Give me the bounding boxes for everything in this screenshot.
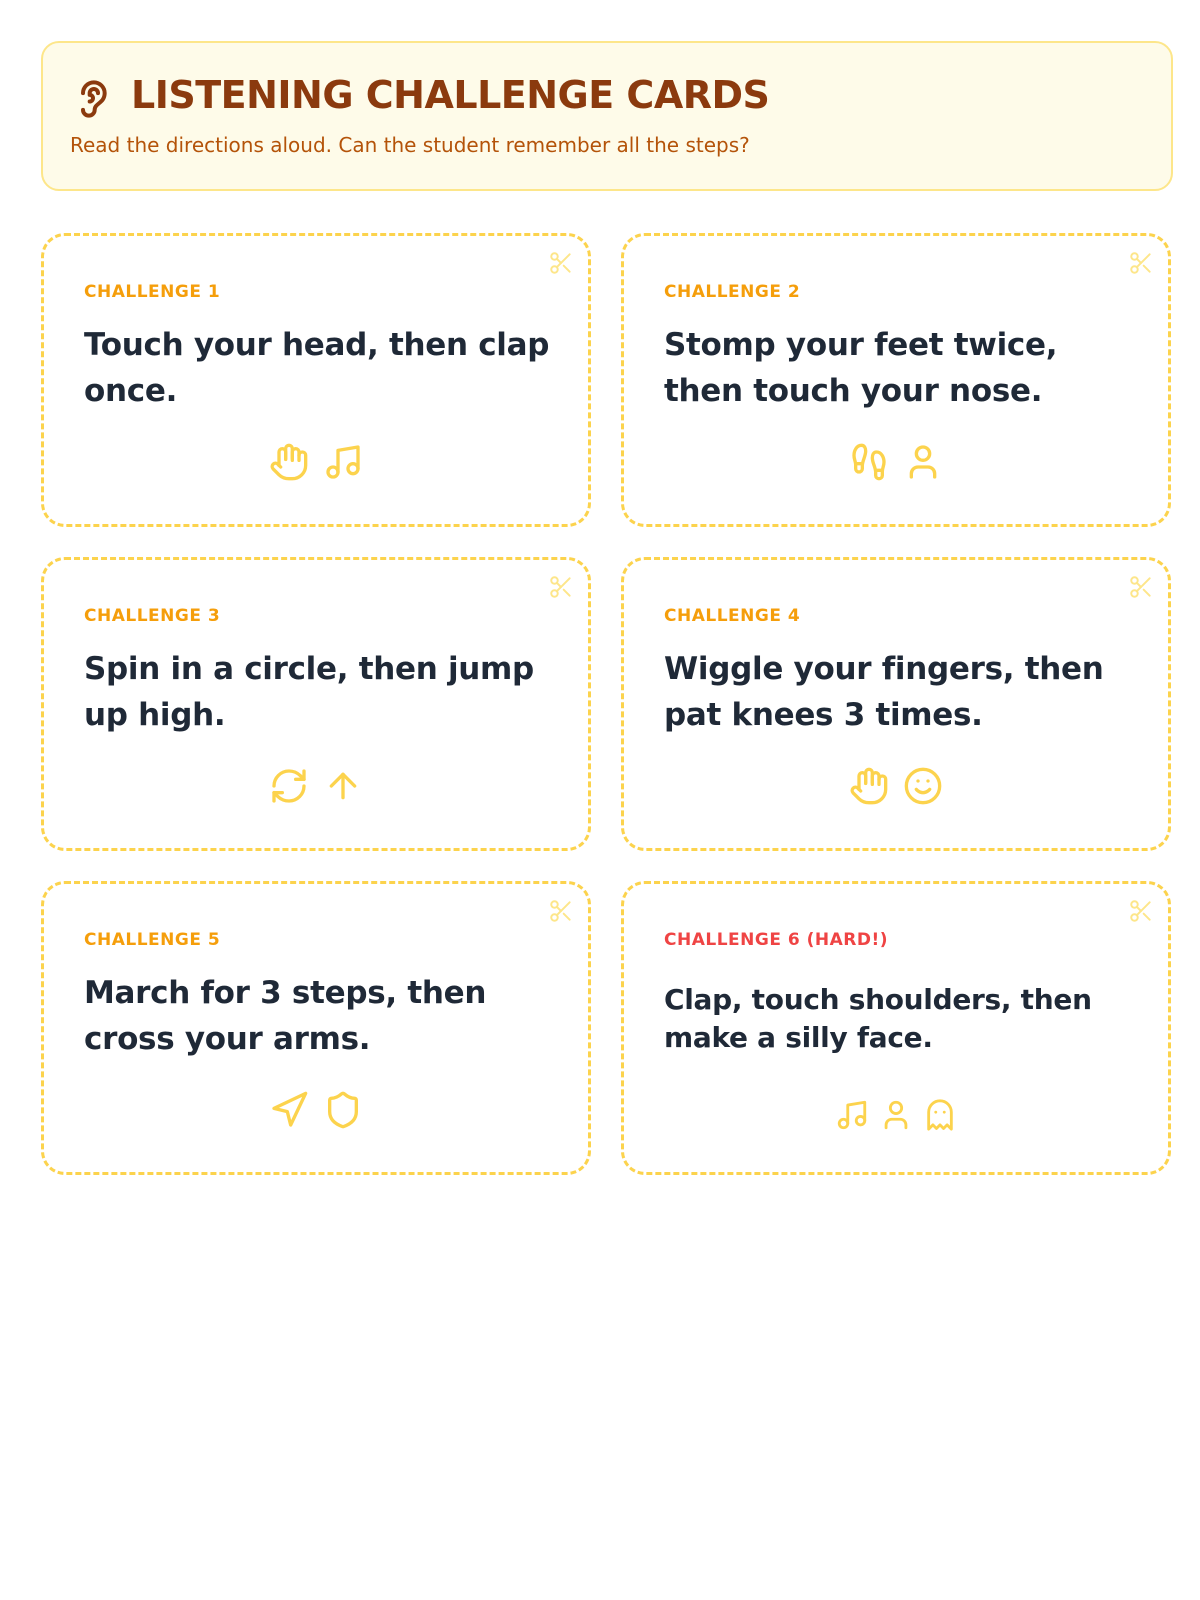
scissors-icon: [548, 574, 574, 600]
scissors-icon: [548, 250, 574, 276]
challenge-icons: [624, 766, 1168, 810]
shield-icon: [323, 1090, 363, 1130]
challenge-text: Wiggle your fingers, then pat knees 3 times.: [664, 651, 1104, 733]
challenge-text: Touch your head, then clap once.: [84, 327, 550, 409]
scissors-icon: [1128, 574, 1154, 600]
page-title: LISTENING CHALLENGE CARDS: [131, 73, 770, 117]
scissors-icon: [1128, 898, 1154, 924]
person-icon: [903, 442, 943, 482]
page-subtitle: Read the directions aloud. Can the student remember all the steps?: [70, 133, 750, 157]
challenge-label: CHALLENGE 4: [664, 606, 801, 626]
challenge-label: CHALLENGE 5: [84, 930, 221, 950]
challenge-icons: [44, 442, 588, 486]
music-icon: [835, 1098, 869, 1132]
person-icon: [879, 1098, 913, 1132]
scissors-icon: [548, 898, 574, 924]
refresh-icon: [269, 766, 309, 806]
challenge-card: [621, 233, 1171, 527]
challenge-label: CHALLENGE 6 (HARD!): [664, 930, 888, 950]
hand-icon: [269, 442, 309, 482]
challenge-label: CHALLENGE 3: [84, 606, 221, 626]
challenge-text: March for 3 steps, then cross your arms.: [84, 975, 487, 1057]
ghost-icon: [923, 1098, 957, 1132]
challenge-icons: [624, 442, 1168, 486]
header-banner: [41, 41, 1173, 191]
navigation-icon: [269, 1090, 309, 1130]
challenge-text: Stomp your feet twice, then touch your nose.: [664, 327, 1058, 409]
challenge-icons: [44, 766, 588, 810]
ear-icon: [73, 77, 113, 121]
challenge-text: Clap, touch shoulders, then make a silly face.: [664, 983, 1092, 1054]
challenge-text: Spin in a circle, then jump up high.: [84, 651, 534, 733]
scissors-icon: [1128, 250, 1154, 276]
hand-icon: [849, 766, 889, 806]
challenge-card: [621, 881, 1171, 1175]
smile-icon: [903, 766, 943, 806]
challenge-card: [41, 881, 591, 1175]
challenge-icons: [44, 1090, 588, 1134]
challenge-card: [41, 233, 591, 527]
arrow-up-icon: [323, 766, 363, 806]
challenge-card: [41, 557, 591, 851]
challenge-label: CHALLENGE 2: [664, 282, 801, 302]
challenge-label: CHALLENGE 1: [84, 282, 221, 302]
challenge-card: [621, 557, 1171, 851]
music-icon: [323, 442, 363, 482]
footprints-icon: [849, 442, 889, 482]
challenge-icons: [624, 1098, 1168, 1142]
